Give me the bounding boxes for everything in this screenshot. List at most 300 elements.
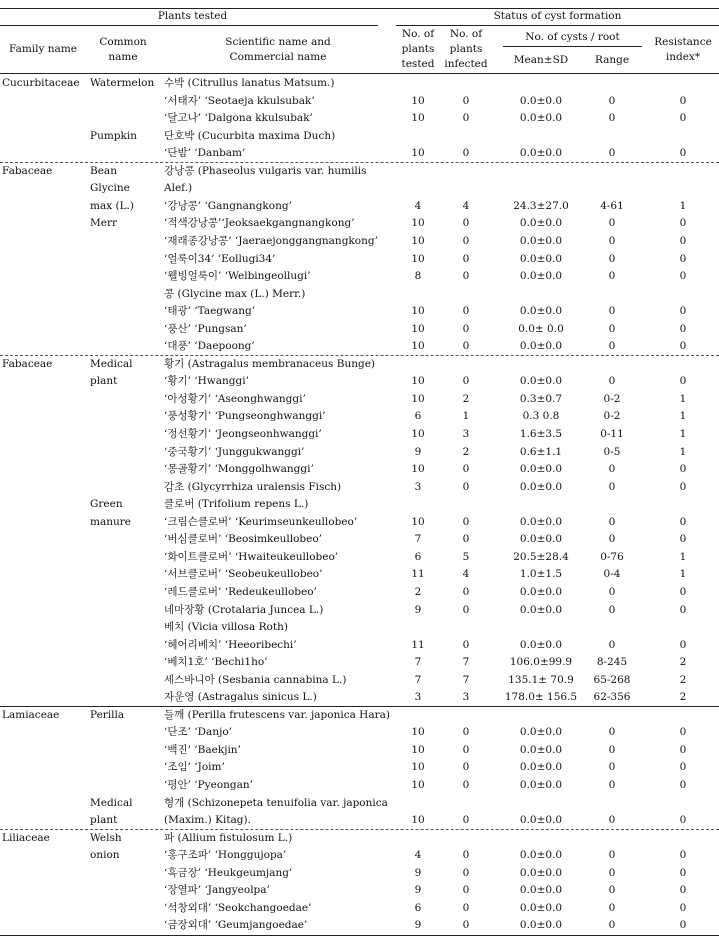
range-cell: 0 <box>608 761 616 774</box>
plants-infected-cell: 3 <box>462 691 470 704</box>
plants-infected-cell: 4 <box>462 568 470 581</box>
table-row <box>0 847 719 865</box>
range-cell: 0 <box>608 884 616 897</box>
resistance-index-cell: 0 <box>679 585 687 598</box>
scientific-name-cell: ‘석창외대’ ‘Seokchangoedae’ <box>164 901 312 914</box>
scientific-name-cell: ‘장열파’ ‘Jangyeolpa’ <box>164 884 270 897</box>
plants-tested-cell: 10 <box>411 234 425 247</box>
mean-sd-cell: 0.0±0.0 <box>519 743 563 756</box>
plants-infected-cell: 2 <box>462 445 470 458</box>
header-common-line2: name <box>108 51 138 63</box>
mean-sd-cell: 0.0±0.0 <box>519 779 563 791</box>
mean-sd-cell: 0.0±0.0 <box>519 849 563 862</box>
scientific-name-cell: ‘몽골황기’ ‘Monggolhwanggi’ <box>164 463 314 476</box>
scientific-name-cell: ‘레드클로버’ ‘Redeukeullobeo’ <box>164 585 317 598</box>
resistance-index-cell: 1 <box>679 568 687 581</box>
plants-tested-cell: 10 <box>411 779 425 791</box>
scientific-name-cell: ‘단조’ ‘Danjo’ <box>164 726 232 739</box>
mean-sd-cell: 0.3±0.7 <box>519 392 563 405</box>
table-row <box>0 373 719 391</box>
table-row <box>0 531 719 549</box>
resistance-index-cell: 0 <box>679 322 687 335</box>
mean-sd-cell: 0.0±0.0 <box>519 638 563 651</box>
mean-sd-cell: 0.0±0.0 <box>519 147 563 160</box>
scientific-name-cell: ‘단밤’ ‘Danbam’ <box>164 147 246 160</box>
plants-infected-cell: 0 <box>462 726 470 739</box>
table-row <box>0 163 719 181</box>
range-cell: 0 <box>608 234 616 247</box>
plants-tested-cell: 7 <box>414 656 422 669</box>
header-scientific <box>160 35 396 65</box>
scientific-name-cell: ‘베치1호’ ‘Bechi1ho’ <box>164 656 268 669</box>
range-cell: 0 <box>608 375 616 388</box>
resistance-index-cell: 0 <box>679 761 687 774</box>
resistance-index-cell: 0 <box>679 94 687 107</box>
scientific-name-cell: ‘중국황기’ ‘Junggukwanggi’ <box>164 445 305 458</box>
header-cysts: No. of cysts / root <box>525 31 620 43</box>
plants-infected-cell: 0 <box>462 919 470 932</box>
resistance-index-cell: 0 <box>679 866 687 879</box>
mean-sd-cell: 24.3±27.0 <box>513 199 569 212</box>
scientific-name-cell: 자운영 (Astragalus sinicus L.) <box>164 691 317 704</box>
table-row <box>0 356 719 374</box>
scientific-name-cell: ‘아성황기’ ‘Aseonghwanggi’ <box>164 392 306 405</box>
range-cell: 0 <box>608 866 616 879</box>
resistance-index-cell: 0 <box>679 375 687 388</box>
table-row <box>0 602 719 620</box>
plants-infected-cell: 0 <box>462 252 470 265</box>
scientific-name-cell: ‘헤어리베치’ ‘Heeoribechi’ <box>164 638 297 651</box>
resistance-index-cell: 0 <box>679 779 687 791</box>
common-name-cell: Welsh <box>90 831 122 844</box>
plants-tested-cell: 9 <box>414 884 422 897</box>
range-cell: 0 <box>608 849 616 862</box>
table-bottom-rule <box>0 935 719 936</box>
plants-tested-cell: 10 <box>411 726 425 739</box>
range-cell: 0 <box>608 305 616 318</box>
range-cell: 0-4 <box>603 568 621 581</box>
mean-sd-cell: 0.0±0.0 <box>519 515 563 528</box>
range-cell: 0 <box>608 638 616 651</box>
plants-infected-cell: 0 <box>462 515 470 528</box>
table-row <box>0 724 719 742</box>
plants-tested-cell: 6 <box>414 550 422 563</box>
range-cell: 0 <box>608 585 616 598</box>
header-bottom-rule <box>0 73 719 74</box>
mean-sd-cell: 0.0±0.0 <box>519 726 563 739</box>
plants-infected-cell: 0 <box>462 322 470 335</box>
common-name-cell: Green <box>90 498 123 511</box>
header-infected-line2: plants <box>449 43 483 55</box>
header-rule-left <box>0 25 378 26</box>
scientific-name-cell: 수박 (Citrullus lanatus Matsum.) <box>164 77 335 89</box>
range-cell: 0 <box>608 515 616 528</box>
table-row <box>0 251 719 269</box>
mean-sd-cell: 0.0±0.0 <box>519 305 563 318</box>
table-row <box>0 777 719 795</box>
plants-infected-cell: 0 <box>462 814 470 827</box>
table-row <box>0 268 719 286</box>
plants-infected-cell: 0 <box>462 112 470 125</box>
resistance-index-cell: 0 <box>679 603 687 616</box>
range-cell: 0 <box>608 147 616 160</box>
range-cell: 0-11 <box>600 428 624 440</box>
plants-infected-cell: 0 <box>462 217 470 230</box>
plants-tested-cell: 7 <box>414 673 422 686</box>
range-cell: 0 <box>608 340 616 353</box>
scientific-name-cell: ‘대풍’ ‘Daepoong’ <box>164 340 255 353</box>
header-resistance-line1: Resistance <box>654 36 712 48</box>
family-cell: Liliaceae <box>2 831 50 844</box>
plants-infected-cell: 0 <box>462 480 470 493</box>
plants-tested-cell: 10 <box>411 463 425 476</box>
plants-tested-cell: 10 <box>411 305 425 318</box>
plants-tested-cell: 9 <box>414 866 422 879</box>
plants-tested-cell: 9 <box>414 603 422 616</box>
table-row <box>0 391 719 409</box>
plants-tested-cell: 8 <box>414 270 422 283</box>
resistance-index-cell: 0 <box>679 217 687 230</box>
common-name-cell: Medical <box>90 796 133 809</box>
resistance-index-cell: 0 <box>679 814 687 827</box>
resistance-index-cell: 1 <box>679 550 687 563</box>
range-cell: 0 <box>608 252 616 265</box>
scientific-name-cell: ‘정선황기’ ‘Jeongseonhwanggi’ <box>164 428 322 440</box>
table-row <box>0 514 719 532</box>
common-name-cell: Pumpkin <box>90 129 137 142</box>
range-cell: 0 <box>608 480 616 493</box>
resistance-index-cell: 0 <box>679 463 687 476</box>
resistance-index-cell: 0 <box>679 726 687 739</box>
range-cell: 0 <box>608 270 616 283</box>
scientific-name-cell: 파 (Allium fistulosum L.) <box>164 831 293 844</box>
scientific-name-cell: ‘태광’ ‘Taegwang’ <box>164 305 256 318</box>
scientific-name-cell: ‘웰빙얼룩이’ ‘Welbingeollugi’ <box>164 270 311 283</box>
table-row <box>0 303 719 321</box>
range-cell: 0 <box>608 901 616 914</box>
plants-infected-cell: 0 <box>462 849 470 862</box>
mean-sd-cell: 20.5±28.4 <box>513 550 569 563</box>
plants-tested-cell: 4 <box>414 849 422 862</box>
common-name-cell: plant <box>90 375 118 388</box>
plants-infected-cell: 0 <box>462 779 470 791</box>
plants-infected-cell: 0 <box>462 866 470 879</box>
mean-sd-cell: 0.6±1.1 <box>519 445 563 458</box>
family-cell: Cucurbitaceae <box>2 77 80 89</box>
plants-infected-cell: 0 <box>462 585 470 598</box>
resistance-index-cell: 0 <box>679 340 687 353</box>
header-tested-line2: plants <box>401 43 435 55</box>
table-row <box>0 75 719 93</box>
range-cell: 8-245 <box>596 656 628 669</box>
table-row <box>0 689 719 707</box>
range-cell: 62-356 <box>593 691 631 704</box>
resistance-index-cell: 0 <box>679 252 687 265</box>
table-row <box>0 584 719 602</box>
range-cell: 0 <box>608 463 616 476</box>
plants-tested-cell: 10 <box>411 252 425 265</box>
scientific-name-cell: 강낭콩 (Phaseolus vulgaris var. humilis <box>164 164 367 177</box>
range-cell: 0 <box>608 814 616 827</box>
range-cell: 0 <box>608 322 616 335</box>
header-scientific-line1: Scientific name and <box>225 36 331 48</box>
scientific-name-cell: ‘홍구조파’ ‘Honggujopa’ <box>164 849 287 862</box>
header-rule-right <box>396 25 719 26</box>
scientific-name-cell: ‘서태자’ ‘Seotaeja kkulsubak’ <box>164 94 315 107</box>
resistance-index-cell: 0 <box>679 884 687 897</box>
resistance-index-cell: 0 <box>679 270 687 283</box>
table-row <box>0 286 719 304</box>
plants-infected-cell: 4 <box>462 199 470 212</box>
header-tested <box>396 27 440 72</box>
header-range: Range <box>594 54 630 66</box>
table-row <box>0 110 719 128</box>
mean-sd-cell: 0.0± 0.0 <box>518 322 564 335</box>
scientific-name-cell: ‘평안’ ‘Pyeongan’ <box>164 779 254 791</box>
resistance-index-cell: 0 <box>679 533 687 546</box>
scientific-name-cell: 베치 (Vicia villosa Roth) <box>164 621 288 634</box>
resistance-index-cell: 0 <box>679 638 687 651</box>
mean-sd-cell: 0.0±0.0 <box>519 919 563 932</box>
table-row <box>0 233 719 251</box>
scientific-name-cell: (Maxim.) Kitag). <box>164 814 251 827</box>
table-row <box>0 444 719 462</box>
mean-sd-cell: 0.0±0.0 <box>519 112 563 125</box>
mean-sd-cell: 0.0±0.0 <box>519 375 563 388</box>
range-cell: 0-2 <box>603 392 621 405</box>
header-infected <box>444 27 488 72</box>
resistance-index-cell: 0 <box>679 901 687 914</box>
header-scientific-line2: Commercial name <box>229 51 327 63</box>
resistance-index-cell: 1 <box>679 392 687 405</box>
mean-sd-cell: 0.0±0.0 <box>519 901 563 914</box>
range-cell: 0 <box>608 919 616 932</box>
plants-tested-cell: 10 <box>411 515 425 528</box>
table-row <box>0 426 719 444</box>
mean-sd-cell: 0.0±0.0 <box>519 94 563 107</box>
header-status: Status of cyst formation <box>493 10 622 22</box>
scientific-name-cell: ‘서브클로버’ ‘Seobeukeullobeo’ <box>164 568 323 581</box>
mean-sd-cell: 0.0±0.0 <box>519 884 563 897</box>
resistance-index-cell: 1 <box>679 445 687 458</box>
scientific-name-cell: ‘달고나’ ‘Dalgona kkulsubak’ <box>164 112 313 125</box>
plants-infected-cell: 0 <box>462 375 470 388</box>
header-infected-line3: infected <box>444 58 488 70</box>
range-cell: 0-5 <box>603 445 621 458</box>
range-cell: 0 <box>608 112 616 125</box>
table-row <box>0 145 719 163</box>
resistance-index-cell: 2 <box>679 691 687 704</box>
scientific-name-cell: 단호박 (Cucurbita maxima Duch) <box>164 129 336 142</box>
mean-sd-cell: 0.0±0.0 <box>519 252 563 265</box>
mean-sd-cell: 1.0±1.5 <box>519 568 563 581</box>
scientific-name-cell: ‘버심클로버’ ‘Beosimkeullobeo’ <box>164 533 322 546</box>
plants-infected-cell: 0 <box>462 94 470 107</box>
table-row <box>0 882 719 900</box>
table-row <box>0 549 719 567</box>
table-row <box>0 215 719 233</box>
scientific-name-cell: ‘풍성황기’ ‘Pungseonghwanggi’ <box>164 410 326 423</box>
header-resistance <box>650 35 716 65</box>
table-row <box>0 795 719 813</box>
plants-tested-cell: 3 <box>414 691 422 704</box>
common-name-cell: onion <box>90 849 120 862</box>
plants-tested-cell: 10 <box>411 112 425 125</box>
table-row <box>0 93 719 111</box>
mean-sd-cell: 0.0±0.0 <box>519 463 563 476</box>
common-name-cell: Merr <box>90 217 118 230</box>
plants-infected-cell: 0 <box>462 603 470 616</box>
table-row <box>0 198 719 216</box>
header-cysts-rule <box>503 46 642 47</box>
table-row <box>0 566 719 584</box>
table-row <box>0 865 719 883</box>
table-row <box>0 496 719 514</box>
common-name-cell: max (L.) <box>90 199 134 212</box>
plants-tested-cell: 2 <box>414 585 422 598</box>
table-row <box>0 654 719 672</box>
table-row <box>0 461 719 479</box>
plants-infected-cell: 0 <box>462 638 470 651</box>
scientific-name-cell: ‘크림슨클로버’ ‘Keurimseunkeullobeo’ <box>164 515 358 528</box>
table-row <box>0 619 719 637</box>
header-tested-line3: tested <box>401 58 435 70</box>
header-plants-tested: Plants tested <box>157 10 228 22</box>
range-cell: 0 <box>608 94 616 107</box>
plants-infected-cell: 0 <box>462 305 470 318</box>
plants-tested-cell: 10 <box>411 94 425 107</box>
header-mean: Mean±SD <box>513 54 569 66</box>
plants-infected-cell: 0 <box>462 147 470 160</box>
common-name-cell: Perilla <box>90 708 125 721</box>
resistance-index-cell: 0 <box>679 743 687 756</box>
mean-sd-cell: 106.0±99.9 <box>509 656 573 669</box>
plants-tested-cell: 10 <box>411 147 425 160</box>
mean-sd-cell: 135.1± 70.9 <box>508 673 574 686</box>
scientific-name-cell: 형개 (Schizonepeta tenuifolia var. japonica <box>164 796 388 809</box>
range-cell: 0 <box>608 743 616 756</box>
plants-infected-cell: 5 <box>462 550 470 563</box>
mean-sd-cell: 0.0±0.0 <box>519 866 563 879</box>
range-cell: 0 <box>608 217 616 230</box>
table-row <box>0 180 719 198</box>
plants-tested-cell: 9 <box>414 445 422 458</box>
range-cell: 0-76 <box>600 550 624 563</box>
table-row <box>0 830 719 848</box>
mean-sd-cell: 0.0±0.0 <box>519 480 563 493</box>
header-infected-line1: No. of <box>449 28 483 40</box>
table-row <box>0 759 719 777</box>
range-cell: 0 <box>608 726 616 739</box>
plants-infected-cell: 7 <box>462 656 470 669</box>
resistance-index-cell: 0 <box>679 480 687 493</box>
mean-sd-cell: 0.0±0.0 <box>519 270 563 283</box>
plants-tested-cell: 10 <box>411 340 425 353</box>
plants-tested-cell: 6 <box>414 410 422 423</box>
resistance-index-cell: 0 <box>679 849 687 862</box>
resistance-index-cell: 0 <box>679 147 687 160</box>
mean-sd-cell: 178.0± 156.5 <box>504 691 578 704</box>
range-cell: 0-2 <box>603 410 621 423</box>
plants-infected-cell: 2 <box>462 392 470 405</box>
range-cell: 0 <box>608 779 616 791</box>
scientific-name-cell: 세스바니아 (Sesbania cannabina L.) <box>164 673 347 686</box>
common-name-cell: Glycine <box>90 182 130 195</box>
resistance-index-cell: 1 <box>679 199 687 212</box>
range-cell: 0 <box>608 533 616 546</box>
plants-tested-cell: 11 <box>411 638 425 651</box>
table-row <box>0 338 719 356</box>
mean-sd-cell: 0.0±0.0 <box>519 217 563 230</box>
scientific-name-cell: 네마장황 (Crotalaria Juncea L.) <box>164 603 324 616</box>
plants-infected-cell: 0 <box>462 761 470 774</box>
mean-sd-cell: 0.0±0.0 <box>519 761 563 774</box>
plants-infected-cell: 7 <box>462 673 470 686</box>
table-row <box>0 707 719 725</box>
plants-infected-cell: 0 <box>462 463 470 476</box>
plants-infected-cell: 0 <box>462 234 470 247</box>
header-resistance-line2: index* <box>665 51 701 63</box>
scientific-name-cell: ‘조임’ ‘Joim’ <box>164 761 225 774</box>
mean-sd-cell: 0.0±0.0 <box>519 340 563 353</box>
scientific-name-cell: 콩 (Glycine max (L.) Merr.) <box>164 287 306 300</box>
table-row <box>0 917 719 935</box>
plants-infected-cell: 0 <box>462 901 470 914</box>
header-common-line1: Common <box>99 36 147 48</box>
table-row <box>0 321 719 339</box>
scientific-name-cell: 들깨 (Perilla frutescens var. japonica Hara) <box>164 708 390 721</box>
plants-tested-cell: 10 <box>411 814 425 827</box>
table-row <box>0 408 719 426</box>
scientific-name-cell: ‘풍산’ ‘Pungsan’ <box>164 322 247 335</box>
family-cell: Fabaceae <box>2 164 53 177</box>
table-row <box>0 900 719 918</box>
table-row <box>0 672 719 690</box>
table-row <box>0 479 719 497</box>
plants-infected-cell: 0 <box>462 340 470 353</box>
mean-sd-cell: 0.3 0.8 <box>522 410 560 423</box>
mean-sd-cell: 0.0±0.0 <box>519 814 563 827</box>
resistance-index-cell: 0 <box>679 919 687 932</box>
resistance-index-cell: 2 <box>679 673 687 686</box>
table-row <box>0 812 719 830</box>
resistance-index-cell: 2 <box>679 656 687 669</box>
plants-tested-cell: 10 <box>411 217 425 230</box>
plants-tested-cell: 10 <box>411 322 425 335</box>
scientific-name-cell: 감초 (Glycyrrhiza uralensis Fisch) <box>164 480 342 493</box>
mean-sd-cell: 1.6±3.5 <box>519 428 563 440</box>
mean-sd-cell: 0.0±0.0 <box>519 533 563 546</box>
scientific-name-cell: 황기 (Astragalus membranaceus Bunge) <box>164 357 376 370</box>
range-cell: 0 <box>608 603 616 616</box>
common-name-cell: manure <box>90 515 131 528</box>
plants-tested-cell: 9 <box>414 919 422 932</box>
resistance-index-cell: 1 <box>679 428 687 440</box>
mean-sd-cell: 0.0±0.0 <box>519 603 563 616</box>
scientific-name-cell: ‘적색강낭콩’‘Jeoksaekgangnangkong’ <box>164 217 355 230</box>
plants-infected-cell: 0 <box>462 533 470 546</box>
table-row <box>0 742 719 760</box>
table-row <box>0 128 719 146</box>
plants-infected-cell: 0 <box>462 270 470 283</box>
plants-infected-cell: 1 <box>462 410 470 423</box>
plants-infected-cell: 3 <box>462 428 470 440</box>
scientific-name-cell: 클로버 (Trifolium repens L.) <box>164 498 309 511</box>
scientific-name-cell: ‘백진’ ‘Baekjin’ <box>164 743 241 756</box>
family-cell: Lamiaceae <box>2 708 60 721</box>
common-name-cell: plant <box>90 814 118 827</box>
common-name-cell: Medical <box>90 357 133 370</box>
